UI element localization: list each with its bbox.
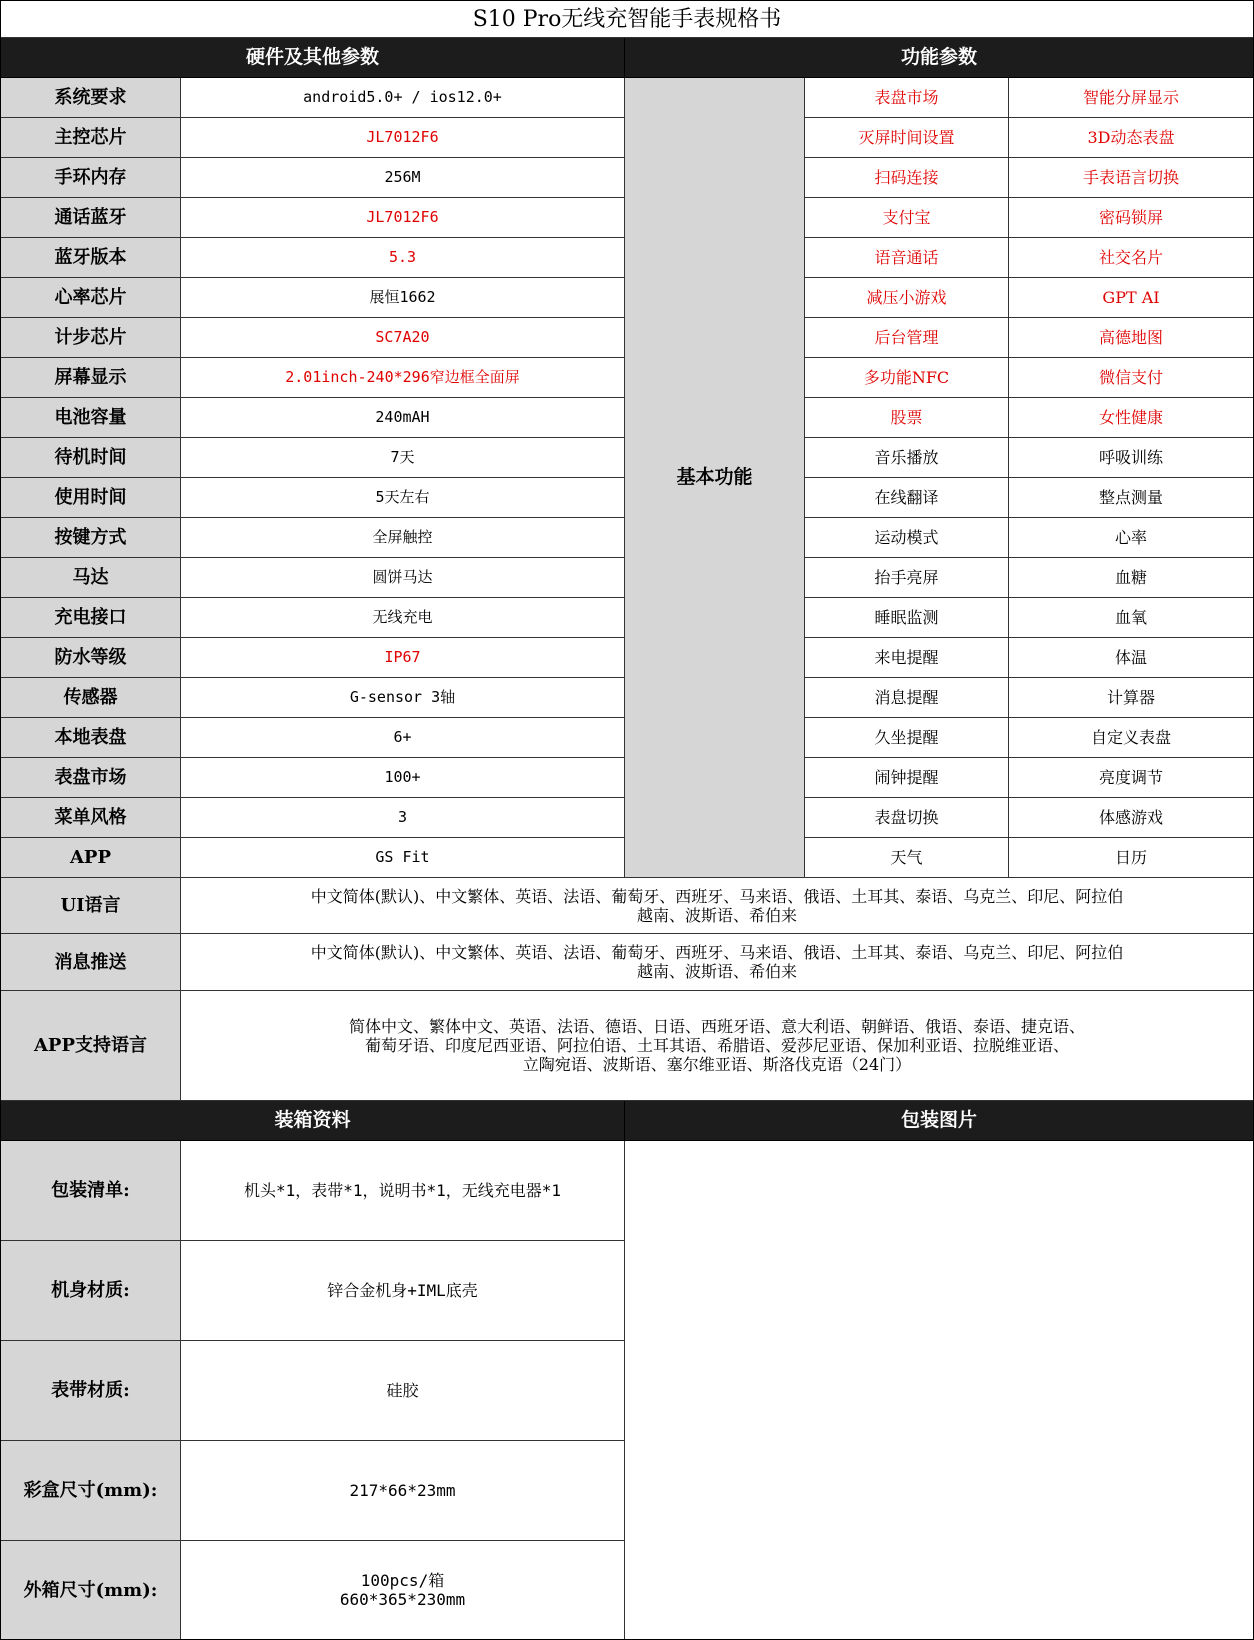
function-item: 天气 [805, 838, 1009, 878]
header-packing: 装箱资料 [1, 1101, 625, 1141]
function-item: 日历 [1009, 838, 1253, 878]
packing-label: 包装清单: [1, 1141, 181, 1241]
spec-label: 系统要求 [1, 78, 181, 118]
function-item: 3D动态表盘 [1009, 118, 1253, 158]
spec-label: 计步芯片 [1, 318, 181, 358]
spec-label: 本地表盘 [1, 718, 181, 758]
spec-label: APP [1, 838, 181, 878]
packing-value: 机头*1，表带*1，说明书*1，无线充电器*1 [181, 1141, 625, 1241]
spec-value: GS Fit [181, 838, 625, 878]
spec-label: 传感器 [1, 678, 181, 718]
function-item: 智能分屏显示 [1009, 78, 1253, 118]
function-item: 血氧 [1009, 598, 1253, 638]
spec-value: 2.01inch-240*296窄边框全面屏 [181, 358, 625, 398]
sheet-title: S10 Pro无线充智能手表规格书 [1, 1, 1253, 38]
function-item: 睡眠监测 [805, 598, 1009, 638]
spec-value: android5.0+ / ios12.0+ [181, 78, 625, 118]
spec-value: 6+ [181, 718, 625, 758]
function-item: 高德地图 [1009, 318, 1253, 358]
spec-value: JL7012F6 [181, 118, 625, 158]
spec-value: JL7012F6 [181, 198, 625, 238]
function-item: 血糖 [1009, 558, 1253, 598]
function-item: 来电提醒 [805, 638, 1009, 678]
language-label: 消息推送 [1, 934, 181, 991]
spec-label: 菜单风格 [1, 798, 181, 838]
function-item: 整点测量 [1009, 478, 1253, 518]
packing-value: 硅胶 [181, 1341, 625, 1441]
language-label: UI语言 [1, 878, 181, 934]
header-functions: 功能参数 [625, 38, 1253, 78]
spec-label: 蓝牙版本 [1, 238, 181, 278]
spec-value: 7天 [181, 438, 625, 478]
function-item: 计算器 [1009, 678, 1253, 718]
spec-label: 心率芯片 [1, 278, 181, 318]
packing-value: 100pcs/箱 660*365*230mm [181, 1541, 625, 1639]
function-item: 心率 [1009, 518, 1253, 558]
header-hardware: 硬件及其他参数 [1, 38, 625, 78]
function-item: 语音通话 [805, 238, 1009, 278]
function-item: 自定义表盘 [1009, 718, 1253, 758]
spec-value: 240mAH [181, 398, 625, 438]
function-item: 运动模式 [805, 518, 1009, 558]
function-item: 体感游戏 [1009, 798, 1253, 838]
function-item: 手表语言切换 [1009, 158, 1253, 198]
spec-label: 防水等级 [1, 638, 181, 678]
spec-label: 马达 [1, 558, 181, 598]
spec-value: 3 [181, 798, 625, 838]
function-item: 体温 [1009, 638, 1253, 678]
function-item: 闹钟提醒 [805, 758, 1009, 798]
basic-function-label: 基本功能 [625, 78, 805, 878]
spec-label: 表盘市场 [1, 758, 181, 798]
spec-value: SC7A20 [181, 318, 625, 358]
spec-label: 按键方式 [1, 518, 181, 558]
function-item: 微信支付 [1009, 358, 1253, 398]
packing-label: 外箱尺寸(mm): [1, 1541, 181, 1639]
spec-value: 圆饼马达 [181, 558, 625, 598]
spec-label: 电池容量 [1, 398, 181, 438]
spec-label: 屏幕显示 [1, 358, 181, 398]
function-item: 呼吸训练 [1009, 438, 1253, 478]
function-item: 亮度调节 [1009, 758, 1253, 798]
spec-label: 充电接口 [1, 598, 181, 638]
function-item: 音乐播放 [805, 438, 1009, 478]
function-item: 表盘市场 [805, 78, 1009, 118]
function-item: 多功能NFC [805, 358, 1009, 398]
spec-value: 5天左右 [181, 478, 625, 518]
packing-label: 机身材质: [1, 1241, 181, 1341]
function-item: GPT AI [1009, 278, 1253, 318]
spec-label: 通话蓝牙 [1, 198, 181, 238]
language-value: 中文简体(默认)、中文繁体、英语、法语、葡萄牙、西班牙、马来语、俄语、土耳其、泰语、乌克兰、印尼、阿拉伯 越南、波斯语、希伯来 [181, 878, 1253, 934]
spec-value: 256M [181, 158, 625, 198]
function-item: 在线翻译 [805, 478, 1009, 518]
spec-label: 手环内存 [1, 158, 181, 198]
function-item: 密码锁屏 [1009, 198, 1253, 238]
function-item: 女性健康 [1009, 398, 1253, 438]
spec-value: IP67 [181, 638, 625, 678]
language-value: 中文简体(默认)、中文繁体、英语、法语、葡萄牙、西班牙、马来语、俄语、土耳其、泰语、乌克兰、印尼、阿拉伯 越南、波斯语、希伯来 [181, 934, 1253, 991]
spec-value: 100+ [181, 758, 625, 798]
function-item: 社交名片 [1009, 238, 1253, 278]
spec-value: 5.3 [181, 238, 625, 278]
function-item: 股票 [805, 398, 1009, 438]
function-item: 减压小游戏 [805, 278, 1009, 318]
packing-value: 217*66*23mm [181, 1441, 625, 1541]
function-item: 扫码连接 [805, 158, 1009, 198]
spec-label: 待机时间 [1, 438, 181, 478]
spec-value: G-sensor 3轴 [181, 678, 625, 718]
packing-label: 彩盒尺寸(mm): [1, 1441, 181, 1541]
function-item: 支付宝 [805, 198, 1009, 238]
function-item: 抬手亮屏 [805, 558, 1009, 598]
spec-value: 全屏触控 [181, 518, 625, 558]
packing-label: 表带材质: [1, 1341, 181, 1441]
spec-label: 主控芯片 [1, 118, 181, 158]
language-value: 简体中文、繁体中文、英语、法语、德语、日语、西班牙语、意大利语、朝鲜语、俄语、泰语、捷克语、 葡萄牙语、印度尼西亚语、阿拉伯语、土耳其语、希腊语、爱莎尼亚语、保加利亚语、拉脱维亚语、 立陶宛语、波斯语、塞尔维亚语、斯洛伐克语（24门） [181, 991, 1253, 1101]
function-item: 灭屏时间设置 [805, 118, 1009, 158]
header-package-photo: 包装图片 [625, 1101, 1253, 1141]
packing-value: 锌合金机身+IML底壳 [181, 1241, 625, 1341]
function-item: 久坐提醒 [805, 718, 1009, 758]
package-photo-area [625, 1141, 1253, 1639]
function-item: 消息提醒 [805, 678, 1009, 718]
spec-value: 无线充电 [181, 598, 625, 638]
spec-label: 使用时间 [1, 478, 181, 518]
spec-value: 展恒1662 [181, 278, 625, 318]
function-item: 表盘切换 [805, 798, 1009, 838]
language-label: APP支持语言 [1, 991, 181, 1101]
function-item: 后台管理 [805, 318, 1009, 358]
